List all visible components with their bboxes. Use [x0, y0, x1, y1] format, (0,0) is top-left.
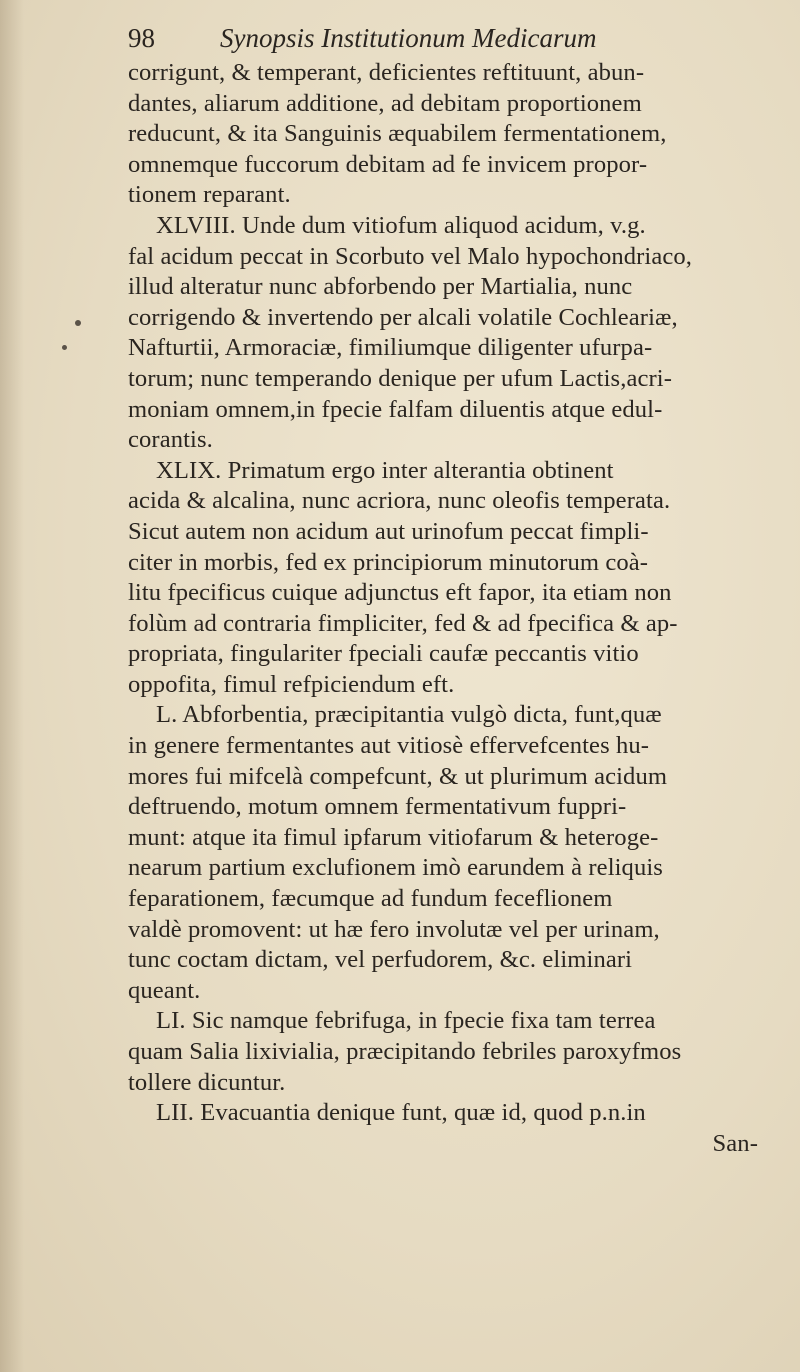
text-line: tionem reparant.: [128, 181, 291, 209]
text-line: tollere dicuntur.: [128, 1068, 286, 1096]
section-heading-lii: LII. Evacuantia denique funt, quæ id, quod p.n.in: [156, 1099, 646, 1127]
text-line: litu fpecificus cuique adjunctus eft fapor, ita etiam non: [128, 579, 672, 607]
text-line: oppofita, fimul refpiciendum eft.: [128, 670, 455, 698]
section-heading-xlix: XLIX. Primatum ergo inter alterantia obtinent: [156, 456, 614, 484]
text-line: propriata, fingulariter fpeciali caufæ peccantis vitio: [128, 640, 639, 668]
page-number: 98: [128, 23, 155, 53]
text-line: deftruendo, motum omnem fermentativum fuppri-: [128, 793, 627, 821]
text-line: illud alteratur nunc abforbendo per Martialia, nunc: [128, 273, 633, 301]
text-line: corrigunt, & temperant, deficientes reftituunt, abun-: [128, 59, 645, 86]
page-header: [128, 20, 768, 58]
text-line: mores fui mifcelà compefcunt, & ut plurimum acidum: [128, 762, 668, 790]
text-line: fal acidum peccat in Scorbuto vel Malo hypochondriaco,: [128, 242, 693, 270]
section-heading-li: LI. Sic namque febrifuga, in fpecie fixa tam terrea: [156, 1007, 656, 1035]
text-line: feparationem, fæcumque ad fundum feceflionem: [128, 885, 613, 913]
margin-ink-dot: [75, 320, 81, 326]
text-line: quam Salia lixivialia, præcipitando febriles paroxyfmos: [128, 1038, 682, 1065]
running-title: Synopsis Institutionum Medicarum: [220, 23, 597, 53]
margin-ink-dot: [62, 345, 67, 350]
text-line: valdè promovent: ut hæ fero involutæ vel per urinam,: [128, 915, 660, 943]
text-line: tunc coctam dictam, vel perfudorem, &c. eliminari: [128, 946, 633, 974]
text-line: munt: atque ita fimul ipfarum vitiofarum & heteroge-: [128, 823, 659, 851]
text-line: omnemque fuccorum debitam ad fe invicem propor-: [128, 150, 648, 178]
text-line: acida & alcalina, nunc acriora, nunc oleofis temperata.: [128, 487, 671, 515]
section-heading-xlviii: XLVIII. Unde dum vitiofum aliquod acidum, v.g.: [156, 211, 646, 239]
text-line: citer in morbis, fed ex principiorum minutorum coà-: [128, 548, 649, 576]
text-line: folùm ad contraria fimpliciter, fed & ad fpecifica & ap-: [128, 609, 678, 637]
text-line: corantis.: [128, 426, 213, 454]
text-line: Nafturtii, Armoraciæ, fimiliumque diligenter ufurpa-: [128, 334, 653, 362]
text-line: reducunt, & ita Sanguinis æquabilem fermentationem,: [128, 120, 667, 148]
text-line: queant.: [128, 976, 201, 1004]
text-line: in genere fermentantes aut vitiosè effervefcentes hu-: [128, 732, 650, 760]
body-text: [128, 58, 768, 1159]
text-line: nearum partium exclufionem imò earundem à reliquis: [128, 854, 663, 882]
text-line: torum; nunc temperando denique per ufum Lactis,acri-: [128, 364, 673, 392]
text-line: dantes, aliarum additione, ad debitam proportionem: [128, 89, 642, 117]
text-line: Sicut autem non acidum aut urinofum peccat fimpli-: [128, 517, 649, 545]
text-line: corrigendo & invertendo per alcali volatile Cochleariæ,: [128, 303, 678, 331]
page-edge-shadow: [0, 0, 24, 1372]
book-page: [128, 20, 768, 1159]
section-heading-l: L. Abforbentia, præcipitantia vulgò dicta, funt,quæ: [156, 701, 662, 729]
text-line: moniam omnem,in fpecie falfam diluentis atque edul-: [128, 395, 663, 423]
catchword: San-: [712, 1129, 758, 1157]
